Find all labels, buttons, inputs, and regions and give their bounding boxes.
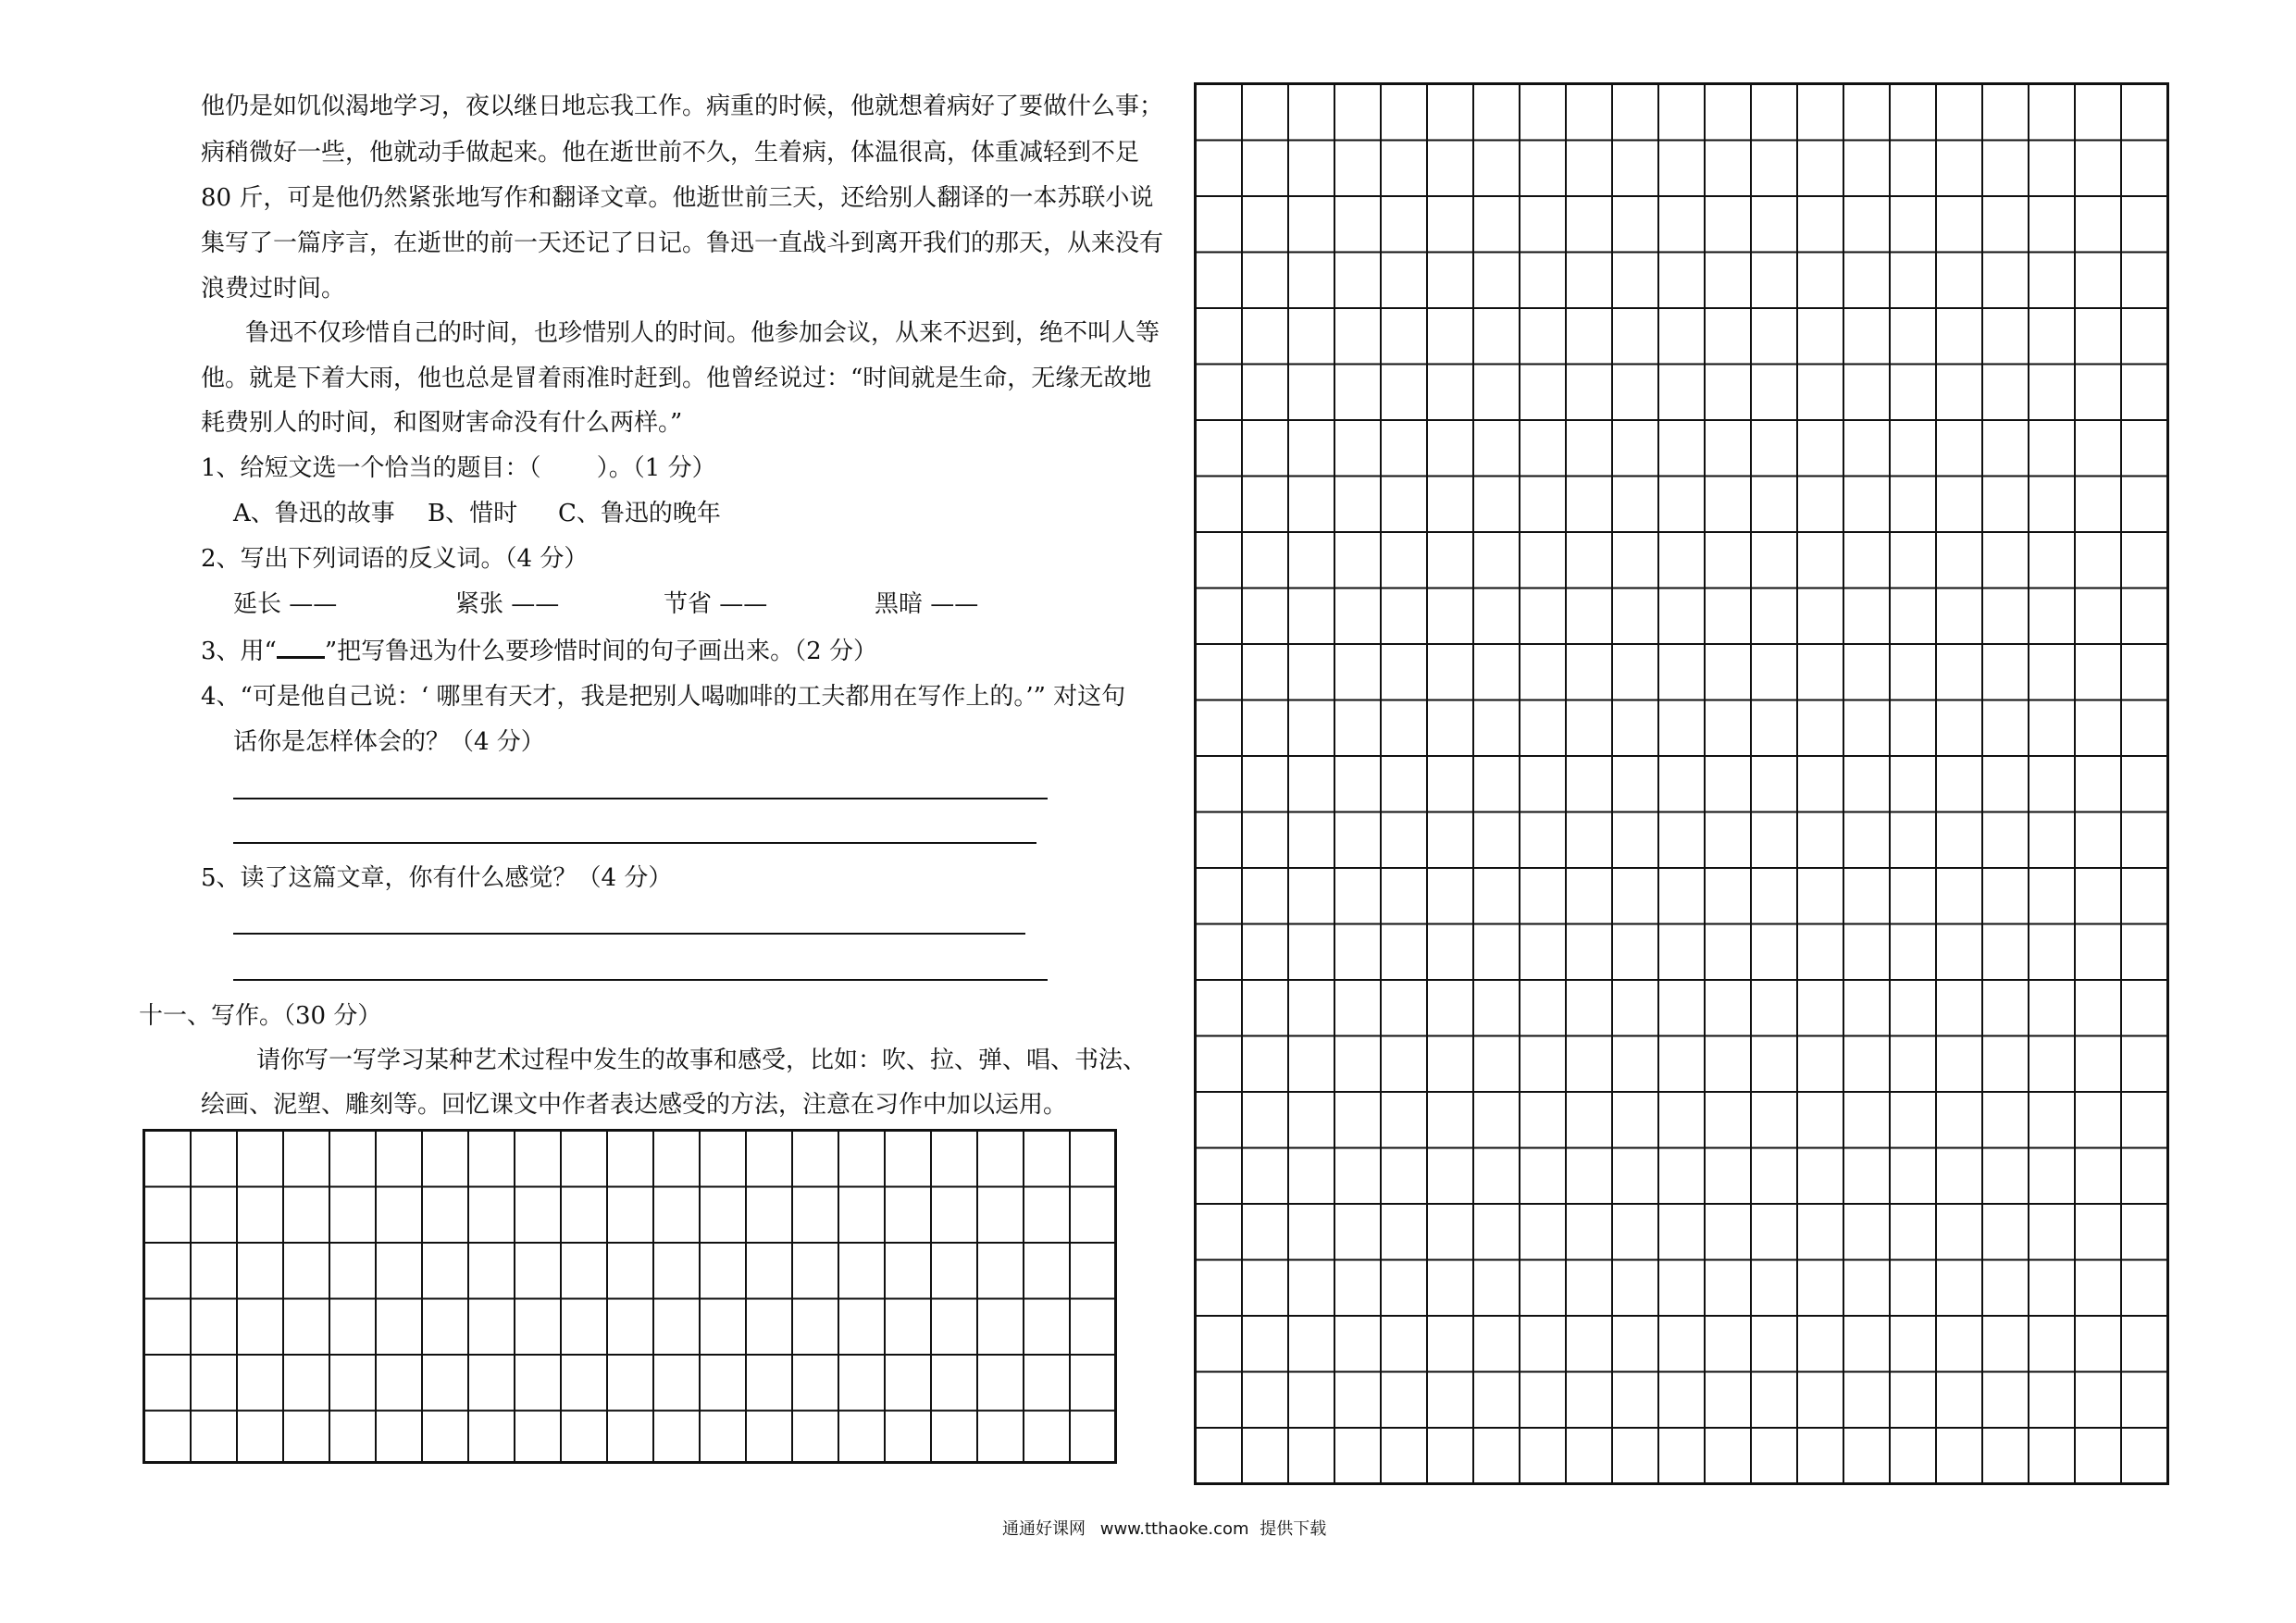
footer-credit [1002, 1516, 1326, 1540]
composition-grid-right[interactable] [1194, 82, 2169, 1485]
passage-line: 他。就是下着大雨，他也总是冒着雨准时赶到。他曾经说过：“时间就是生命，无缘无故地 [201, 365, 1152, 392]
answer-line[interactable] [233, 979, 1048, 981]
underline-mark [277, 636, 325, 659]
passage-line: 集写了一篇序言，在逝世的前一天还记了日记。鲁迅一直战斗到离开我们的那天，从来没有 [201, 229, 1164, 257]
q2-word: 紧张 —— [455, 590, 560, 618]
passage-line: 病稍微好一些，他就动手做起来。他在逝世前不久，生着病，体温很高，体重减轻到不足 [201, 139, 1140, 167]
answer-line[interactable] [233, 842, 1036, 844]
q2-word: 延长 —— [233, 590, 338, 618]
passage-line: 耗费别人的时间，和图财害命没有什么两样。” [201, 409, 683, 437]
footer-url[interactable]: www.tthaoke.com [1099, 1519, 1249, 1539]
passage-line: 浪费过时间。 [201, 275, 346, 303]
answer-line[interactable] [233, 933, 1025, 935]
question-1: 1、给短文选一个恰当的题目：（ ）。（1 分） [201, 454, 716, 482]
question-2: 2、写出下列词语的反义词。（4 分） [201, 545, 589, 573]
question-5: 5、读了这篇文章，你有什么感觉？（4 分） [201, 864, 673, 892]
writing-prompt: 请你写一写学习某种艺术过程中发生的故事和感受，比如：吹、拉、弹、唱、书法、 [256, 1047, 1148, 1074]
writing-prompt: 绘画、泥塑、雕刻等。回忆课文中作者表达感受的方法，注意在习作中加以运用。 [201, 1091, 1068, 1119]
footer-suffix: 提供下载 [1260, 1519, 1327, 1539]
q3-prefix: 3、用“ [201, 638, 277, 665]
q3-suffix: ”把写鲁迅为什么要珍惜时间的句子画出来。（2 分） [324, 638, 877, 665]
answer-line[interactable] [233, 798, 1048, 799]
footer-site-name: 通通好课网 [1002, 1519, 1086, 1539]
passage-line: 80 斤，可是他仍然紧张地写作和翻译文章。他逝世前三天，还给别人翻译的一本苏联小说 [201, 184, 1154, 212]
q2-word: 节省 —— [664, 590, 768, 618]
passage-line: 他仍是如饥似渴地学习，夜以继日地忘我工作。病重的时候，他就想着病好了要做什么事； [201, 93, 1164, 120]
q1-option-b: B、惜时 [428, 500, 518, 527]
q1-option-c: C、鲁迅的晚年 [558, 500, 721, 527]
question-4-cont: 话你是怎样体会的？（4 分） [233, 728, 545, 756]
composition-grid-left[interactable] [143, 1129, 1117, 1464]
writing-heading: 十一、写作。（30 分） [139, 1002, 382, 1030]
question-3 [201, 636, 877, 665]
passage-line: 鲁迅不仅珍惜自己的时间，也珍惜别人的时间。他参加会议，从来不迟到，绝不叫人等 [245, 319, 1160, 347]
q2-word: 黑暗 —— [875, 590, 979, 618]
q1-option-a: A、鲁迅的故事 [233, 500, 395, 527]
question-4: 4、“可是他自己说：‘ 哪里有天才，我是把别人喝咖啡的工夫都用在写作上的。’” 对这句 [201, 683, 1126, 711]
